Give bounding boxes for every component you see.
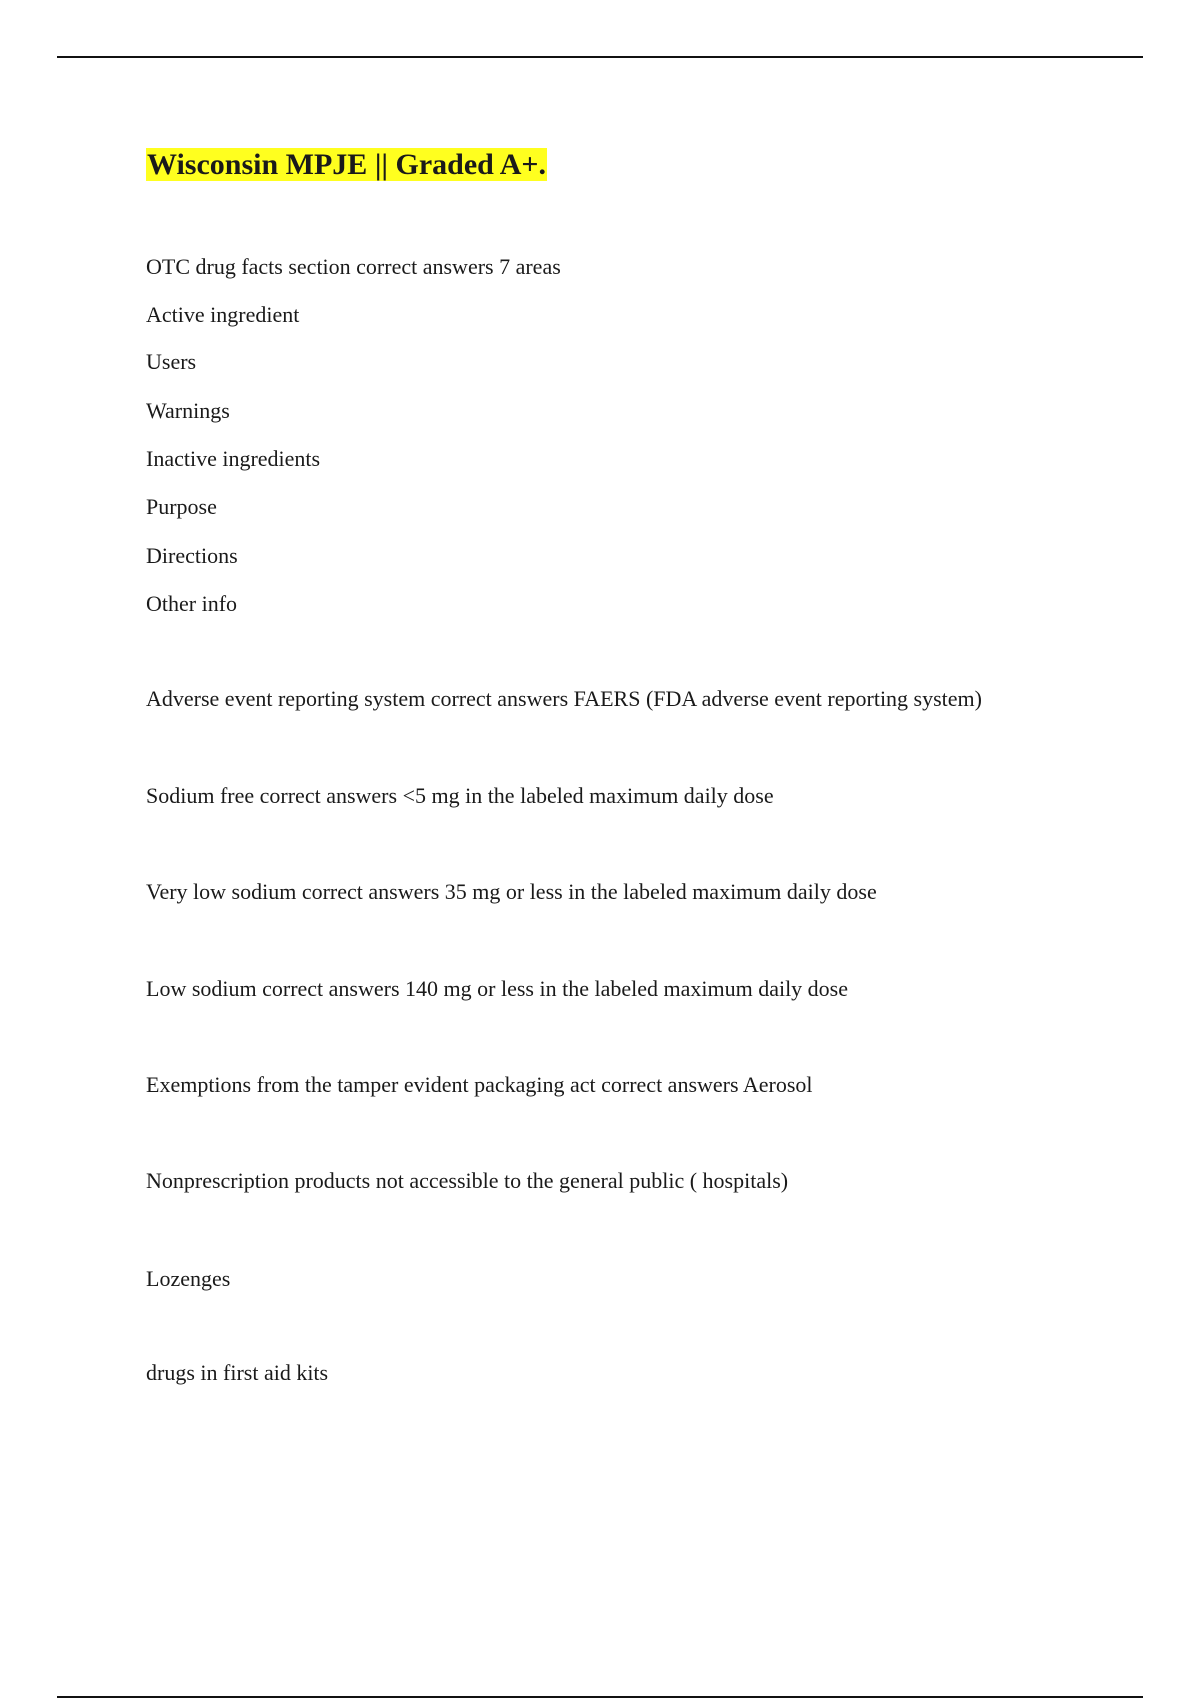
top-rule: [57, 56, 1143, 58]
bottom-rule: [57, 1696, 1143, 1698]
text-line: Exemptions from the tamper evident packaging act correct answers Aerosol: [146, 1072, 813, 1097]
text-line: Users: [146, 349, 197, 374]
text-line: Very low sodium correct answers 35 mg or less in the labeled maximum daily dose: [146, 879, 877, 904]
text-line: Sodium free correct answers <5 mg in the labeled maximum daily dose: [146, 783, 774, 808]
text-line: Nonprescription products not accessible to the general public ( hospitals): [146, 1168, 789, 1193]
text-line: Adverse event reporting system correct answers FAERS (FDA adverse event reporting system): [146, 686, 982, 711]
text-line: Other info: [146, 591, 238, 616]
text-line: OTC drug facts section correct answers 7 areas: [146, 254, 561, 279]
text-line: drugs in first aid kits: [146, 1360, 329, 1385]
title-highlight: Wisconsin MPJE || Graded A+.: [147, 148, 546, 181]
text-line: Directions: [146, 543, 238, 568]
text-line: Inactive ingredients: [146, 446, 321, 471]
text-line: Lozenges: [146, 1266, 231, 1291]
document-title: [146, 145, 547, 185]
text-line: Purpose: [146, 494, 217, 519]
text-line: Warnings: [146, 398, 230, 423]
text-line: Low sodium correct answers 140 mg or less in the labeled maximum daily dose: [146, 976, 849, 1001]
text-line: Active ingredient: [146, 302, 300, 327]
